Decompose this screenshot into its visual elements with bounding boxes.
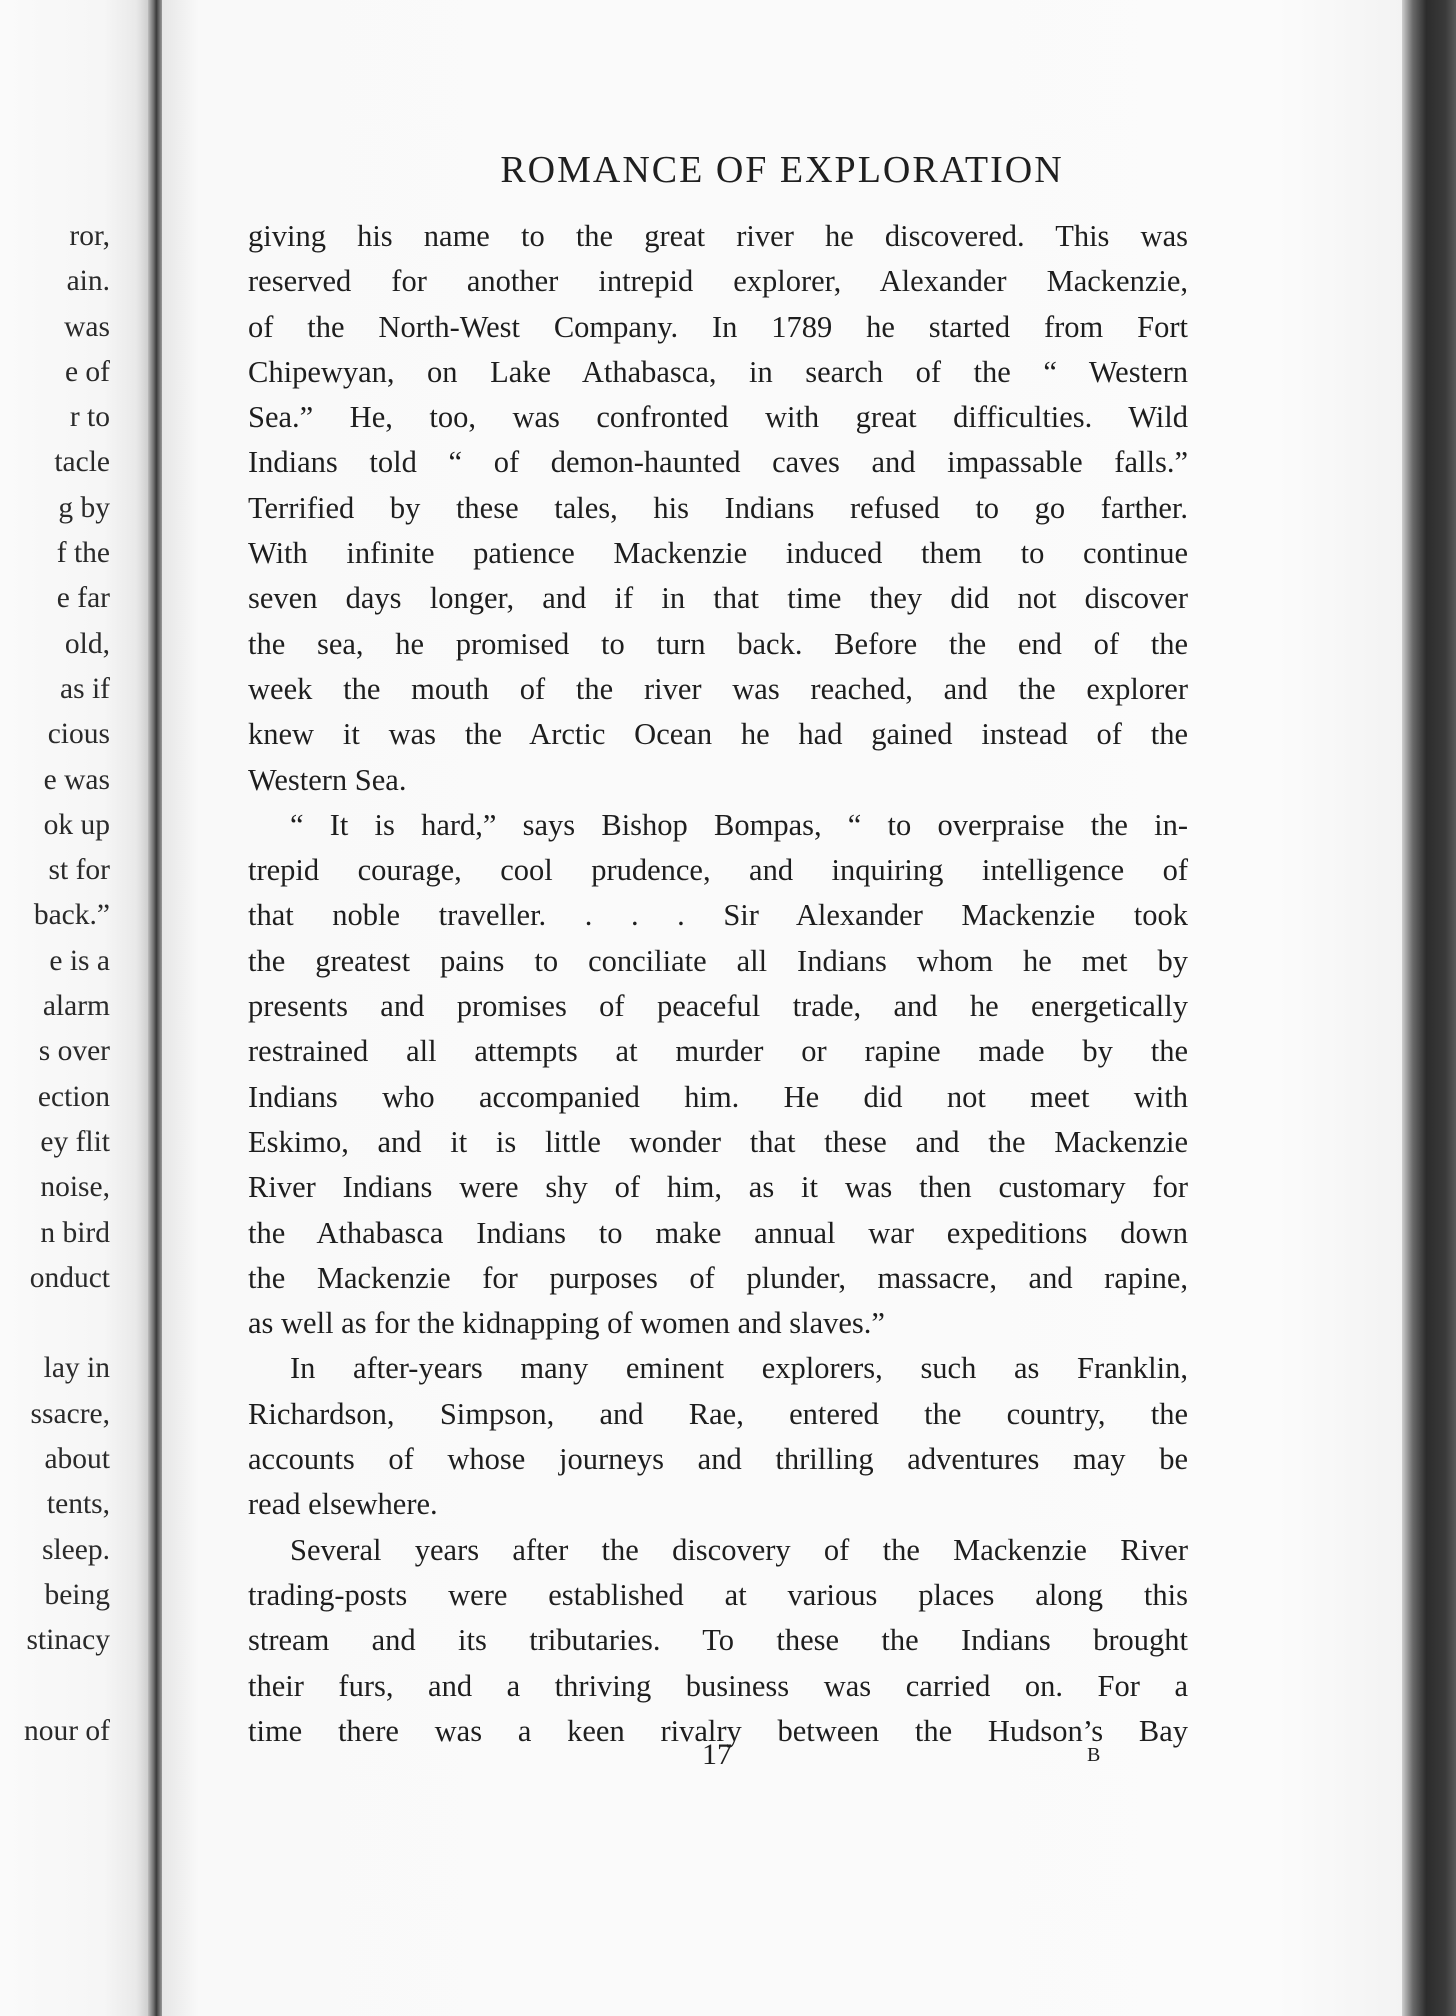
text-line: River Indians were shy of him, as it was then customary for [248, 1170, 1188, 1205]
text-line: “ It is hard,” says Bishop Bompas, “ to overpraise the in- [290, 807, 1188, 842]
previous-page-line: st for [48, 854, 110, 887]
previous-page-line: n bird [40, 1216, 110, 1249]
previous-page-line: back.” [33, 899, 110, 932]
text-line: presents and promises of peaceful trade, and he energetically [248, 989, 1188, 1024]
text-line: Terrified by these tales, his Indians refused to go farther. [248, 490, 1188, 525]
previous-page-line [0, 1664, 110, 1709]
previous-page-line: noise, [40, 1171, 110, 1204]
previous-page-line: alarm [42, 990, 110, 1023]
previous-page-line: e is a [49, 944, 110, 977]
previous-page-line: being [44, 1578, 110, 1611]
previous-page-line: e was [43, 763, 110, 796]
text-line: Sea.” He, too, was confronted with great difficulties. Wild [248, 400, 1188, 435]
text-line: reserved for another intrepid explorer, Alexander Mackenzie, [248, 264, 1188, 299]
previous-page-line: ey flit [40, 1125, 110, 1158]
previous-page-line: stinacy [26, 1624, 110, 1657]
text-line: read elsewhere. [248, 1487, 438, 1522]
text-line: stream and its tributaries. To these the Indians brought [248, 1623, 1188, 1658]
previous-page-line: as if [60, 672, 110, 705]
text-line: that noble traveller. . . . Sir Alexander Mackenzie took [248, 898, 1188, 933]
text-line: Chipewyan, on Lake Athabasca, in search of the “ Western [248, 354, 1188, 389]
previous-page-line: about [44, 1443, 110, 1476]
text-line: Indians who accompanied him. He did not meet with [248, 1079, 1188, 1114]
body-text [248, 214, 1188, 1754]
text-line: trepid courage, cool prudence, and inquiring intelligence of [248, 853, 1188, 888]
previous-page-line: nour of [23, 1714, 110, 1747]
previous-page-line: ok up [43, 808, 110, 841]
signature-mark: B [1087, 1744, 1101, 1766]
previous-page-line: sleep. [42, 1533, 110, 1566]
text-line: giving his name to the great river he discovered. This was [248, 219, 1188, 253]
book-page [162, 0, 1402, 2016]
text-line: the sea, he promised to turn back. Before the end of the [248, 626, 1188, 661]
text-line: time there was a keen rivalry between the Hudson’s Bay [248, 1713, 1188, 1748]
text-line: the Athabasca Indians to make annual war expeditions down [248, 1215, 1188, 1250]
text-line: the Mackenzie for purposes of plunder, massacre, and rapine, [248, 1260, 1188, 1295]
text-line: their furs, and a thriving business was carried on. For a [248, 1668, 1188, 1703]
previous-page-line: was [64, 310, 110, 343]
previous-page-line: tacle [54, 446, 110, 479]
previous-page-line: lay in [43, 1352, 110, 1385]
text-line: of the North-West Company. In 1789 he started from Fort [248, 309, 1188, 344]
previous-page-fragment [0, 0, 148, 2016]
book-gutter [148, 0, 162, 2016]
previous-page-line: e far [56, 582, 110, 615]
previous-page-line: g by [58, 491, 110, 524]
text-line: Eskimo, and it is little wonder that these and the Mackenzie [248, 1124, 1188, 1159]
page-number: 17 [702, 1738, 732, 1771]
text-line: Indians told “ of demon-haunted caves and impassable falls.” [248, 445, 1188, 480]
text-line: Richardson, Simpson, and Rae, entered the country, the [248, 1396, 1188, 1431]
text-line: week the mouth of the river was reached, and the explorer [248, 671, 1188, 706]
previous-page-line: cious [47, 718, 110, 751]
running-head: ROMANCE OF EXPLORATION [500, 149, 1064, 191]
previous-page-line: r to [69, 401, 110, 434]
previous-page-line: onduct [29, 1261, 110, 1294]
text-line: Western Sea. [248, 762, 407, 797]
previous-page-line: e of [64, 355, 110, 388]
previous-page-line [0, 1301, 110, 1346]
previous-page-text [0, 214, 110, 1754]
previous-page-line: ection [37, 1080, 110, 1113]
text-line: With infinite patience Mackenzie induced them to continue [248, 536, 1188, 571]
previous-page-line: old, [64, 627, 110, 660]
book-cover-edge [1402, 0, 1456, 2016]
text-line: In after-years many eminent explorers, such as Franklin, [290, 1351, 1188, 1386]
previous-page-line: ssacre, [30, 1397, 110, 1430]
text-line: restrained all attempts at murder or rapine made by the [248, 1034, 1188, 1069]
text-line: Several years after the discovery of the Mackenzie River [290, 1532, 1188, 1567]
previous-page-line: ror, [69, 220, 110, 252]
text-line: knew it was the Arctic Ocean he had gained instead of the [248, 717, 1188, 752]
previous-page-line: f the [56, 537, 110, 570]
text-line: accounts of whose journeys and thrilling adventures may be [248, 1442, 1188, 1477]
text-line: seven days longer, and if in that time they did not discover [248, 581, 1188, 616]
previous-page-line: ain. [66, 265, 110, 298]
text-line: trading-posts were established at various places along this [248, 1577, 1188, 1612]
text-line: the greatest pains to conciliate all Indians whom he met by [248, 943, 1188, 978]
previous-page-line: s over [38, 1035, 110, 1068]
previous-page-line: tents, [46, 1488, 110, 1521]
text-line: as well as for the kidnapping of women and slaves.” [248, 1306, 885, 1341]
